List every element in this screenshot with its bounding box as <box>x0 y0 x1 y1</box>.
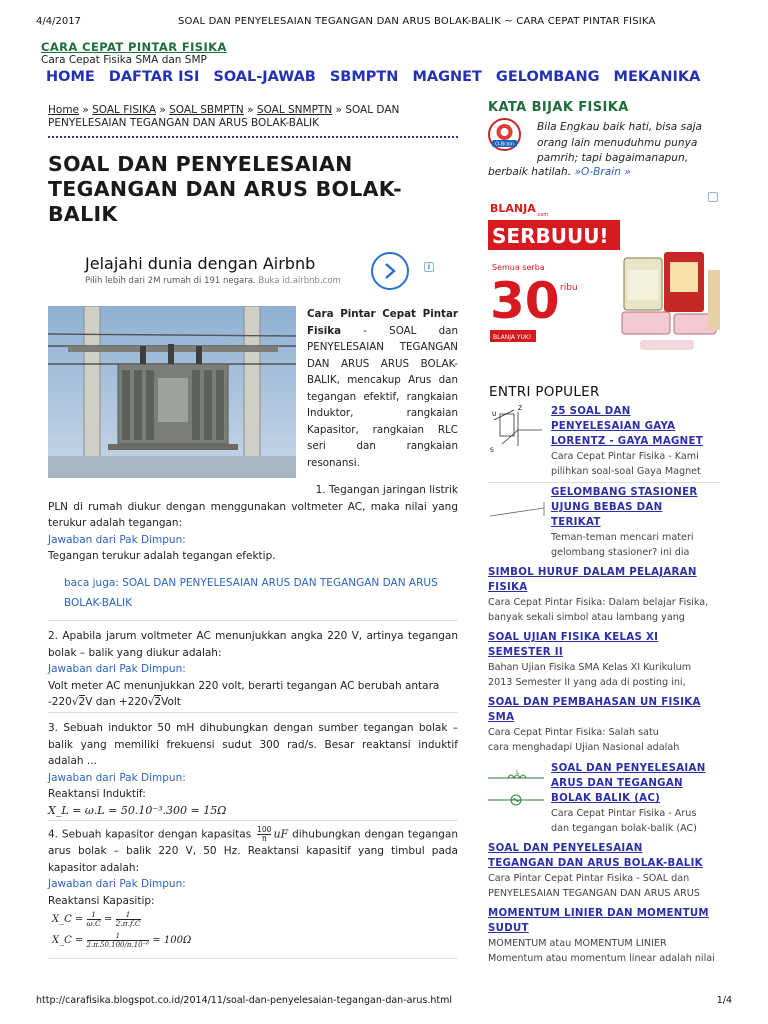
popular-post-title[interactable] <box>551 761 721 806</box>
print-page-number: 1/4 <box>716 995 732 1006</box>
q3-text: 3. Sebuah induktor 50 mH dihubungkan dengan sumber tegangan bolak – balik yang memiliki frekuensi sudut 300 rad/s. Besar reaktansi induktif adalah ... <box>48 722 458 767</box>
popular-post-snippet <box>551 530 721 560</box>
breadcrumb-current-cont: PENYELESAIAN TEGANGAN DAN ARUS BOLAK-BALIK <box>48 117 320 129</box>
print-date: 4/4/2017 <box>36 16 81 27</box>
q2-value-unit: Volt <box>161 696 181 708</box>
q2-text: 2. Apabila jarum voltmeter AC menunjukkan angka 220 V, artinya tegangan bolak – balik yang diukur adalah: <box>48 630 458 659</box>
q4-frac-den: π <box>262 834 267 843</box>
chevron-right-icon <box>383 262 397 280</box>
blanja-banner-ad[interactable] <box>488 190 720 372</box>
q4-answer: Reaktansi Kapasitip: <box>48 894 155 907</box>
sidebar-quote-widget <box>488 100 720 178</box>
q4-f1-frac-b-den: 2.π.f.C <box>115 919 141 928</box>
ad-subtext-link[interactable]: Buka id.airbnb.com <box>255 276 341 286</box>
see-also-text[interactable]: baca juga: SOAL DAN PENYELESAIAN ARUS DAN TEGANGAN DAN ARUS BOLAK-BALIK <box>64 577 438 609</box>
breadcrumb-separator: » <box>243 104 257 116</box>
popular-snippet-line: gelombang stasioner? ini dia <box>551 547 690 558</box>
popular-title-line[interactable]: LORENTZ - GAYA MAGNET <box>551 436 703 447</box>
popular-post-title[interactable] <box>551 485 721 530</box>
popular-post-snippet <box>551 449 721 479</box>
popular-post-1[interactable] <box>551 404 721 479</box>
popular-title-line[interactable]: MOMENTUM LINIER DAN MOMENTUM <box>488 908 709 919</box>
q4-answer-label: Jawaban dari Pak Dimpun: <box>48 878 186 890</box>
nav-home[interactable]: HOME <box>46 69 95 85</box>
dotted-divider <box>48 136 458 138</box>
popular-title-line[interactable]: GELOMBANG STASIONER <box>551 487 698 498</box>
divider <box>48 712 458 713</box>
divider <box>48 820 458 821</box>
o-brain-logo-text: O-Brain <box>495 141 514 148</box>
intro-bold: Cara Pintar Cepat Pintar Fisika <box>307 308 458 337</box>
popular-post-5[interactable] <box>488 695 720 755</box>
post-title-line: BALIK <box>48 202 118 226</box>
question-2 <box>48 628 458 711</box>
popular-title-line[interactable]: SOAL DAN PENYELESAIAN <box>488 843 643 854</box>
popular-title-line[interactable]: FISIKA <box>488 582 528 593</box>
breadcrumb-current: SOAL DAN <box>345 104 400 116</box>
quote-widget-title: KATA BIJAK FISIKA <box>488 100 629 115</box>
ad-arrow-button[interactable] <box>371 252 409 290</box>
svg-text:S: S <box>490 447 494 454</box>
main-content <box>48 104 458 227</box>
nav-gelombang[interactable]: GELOMBANG <box>495 69 600 85</box>
q4-f1-frac-a <box>87 911 101 928</box>
popular-title-line[interactable]: SOAL UJIAN FISIKA KELAS XI <box>488 632 659 643</box>
banner-cta: BLANJA YUK! <box>493 334 532 341</box>
q1-line1: 1. Tegangan jaringan listrik <box>315 484 458 496</box>
banner-ad-choices-icon[interactable] <box>708 192 718 202</box>
banner-brand-sub: .com <box>536 212 549 218</box>
popular-snippet-line: Cara Cepat Pintar Fisika - Kami <box>551 451 699 462</box>
popular-post-snippet <box>488 725 720 755</box>
popular-title-line[interactable]: PENYELESAIAN GAYA <box>551 421 676 432</box>
popular-snippet-line: PENYELESAIAN TEGANGAN DAN ARUS ARUS <box>488 888 700 899</box>
q4-f1-frac-a-den: ω.C <box>86 919 101 928</box>
divider <box>488 482 720 483</box>
popular-post-7[interactable] <box>488 841 720 901</box>
popular-title-line[interactable]: SOAL DAN PENYELESAIAN <box>551 763 706 774</box>
ad-subtext-main: Pilih lebih dari 2M rumah di 191 negara. <box>85 276 256 286</box>
quote-tail-text: berbaik hatilah. <box>488 166 572 178</box>
q4-fraction <box>257 826 271 843</box>
banner-promo: Semua serba <box>492 263 545 272</box>
question-1 <box>48 482 458 565</box>
intro-text: - SOAL dan PENYELESAIAN TEGANGAN DAN ARUS ARUS BOLAK-BALIK, mencakup Arus dan tegangan efektif, rangkaian Induktor, rangkaian Kapasitor, rangkaian RLC seri dan rangkaian resonansi. <box>307 324 458 469</box>
ac-circuit-thumbnail[interactable] <box>488 768 548 808</box>
nav-daftar-isi[interactable]: DAFTAR ISI <box>108 69 200 85</box>
q2-sqrt-arg: 2 <box>78 696 86 708</box>
nav-sbmptn[interactable]: SBMPTN <box>329 69 399 85</box>
popular-snippet-line: Cara Cepat Pintar Fisika - Arus <box>551 808 697 819</box>
print-url: http://carafisika.blogspot.co.id/2014/11/soal-dan-penyelesaian-tegangan-dan-arus.html <box>36 995 452 1006</box>
popular-title-line[interactable]: SUDUT <box>488 923 529 934</box>
banner-headline: SERBUUU! <box>492 224 609 248</box>
q4-unit: uF <box>273 827 289 841</box>
popular-post-title[interactable] <box>488 841 720 871</box>
site-description: Cara Cepat Fisika SMA dan SMP <box>41 54 207 66</box>
popular-post-snippet <box>488 595 720 625</box>
banner-unit: ribu <box>560 283 578 293</box>
popular-snippet-line: cara menghadapi Ujian Nasional adalah <box>488 742 680 753</box>
popular-title-line[interactable]: TERIKAT <box>551 517 601 528</box>
q2-answer-label: Jawaban dari Pak Dimpun: <box>48 663 186 675</box>
popular-post-4[interactable] <box>488 630 720 690</box>
nav-mekanika[interactable]: MEKANIKA <box>613 69 701 85</box>
q4-f2-num: 1 <box>87 932 150 941</box>
popular-post-title[interactable] <box>488 906 720 936</box>
o-brain-logo <box>488 118 521 151</box>
popular-post-title[interactable] <box>551 404 721 449</box>
popular-snippet-line: Cara Pintar Cepat Pintar Fisika - SOAL dan <box>488 873 690 884</box>
popular-snippet-line: pilihkan soal-soal Gaya Magnet <box>551 466 701 477</box>
q4-f1-frac-b-num: 1 <box>116 911 141 920</box>
q4-text <box>48 826 458 876</box>
standing-wave-thumbnail[interactable] <box>488 500 548 530</box>
popular-title-line[interactable]: SMA <box>488 712 515 723</box>
popular-title-line[interactable]: 25 SOAL DAN <box>551 406 631 417</box>
q3-answer-label: Jawaban dari Pak Dimpun: <box>48 771 186 784</box>
see-also-link[interactable] <box>64 573 448 613</box>
post-title-line: TEGANGAN DAN ARUS BOLAK- <box>48 177 402 201</box>
q4-f2-rhs: = 100Ω <box>152 935 192 946</box>
intro-paragraph <box>307 306 458 471</box>
transformer-photo <box>48 306 296 478</box>
q2-value-neg: -220 <box>48 696 72 708</box>
popular-snippet-line: Bahan Ujian Fisika SMA Kelas XI Kurikulum <box>488 662 692 673</box>
divider <box>48 958 458 959</box>
popular-title-line[interactable]: BOLAK BALIK (AC) <box>551 793 661 804</box>
popular-post-8[interactable] <box>488 906 720 966</box>
q2-answer-1: Volt meter AC menunjukkan 220 volt, berarti tegangan AC berubah antara <box>48 679 440 692</box>
popular-title-line[interactable]: SOAL DAN PEMBAHASAN UN FISIKA <box>488 697 701 708</box>
site-title-link[interactable]: CARA CEPAT PINTAR FISIKA <box>41 40 227 54</box>
popular-post-3[interactable] <box>488 565 720 625</box>
popular-snippet-line: 2013 Semester II yang ada di posting ini, <box>488 677 686 688</box>
popular-post-snippet <box>488 660 720 690</box>
main-nav <box>46 69 700 85</box>
print-title: SOAL DAN PENYELESAIAN TEGANGAN DAN ARUS BOLAK-BALIK ~ CARA CEPAT PINTAR FISIKA <box>178 16 656 27</box>
q4-formula-2 <box>52 932 458 949</box>
airbnb-ad[interactable] <box>80 248 440 298</box>
post-title <box>48 152 458 227</box>
sqrt-symbol-icon: √ <box>147 696 155 708</box>
quote-text: Bila Engkau baik hati, bisa saja orang lain menuduhmu punya pamrih; tapi bagaimanapun, <box>537 121 703 165</box>
popular-snippet-line: Teman-teman mencari materi <box>551 532 694 543</box>
popular-posts-title: ENTRI POPULER <box>489 384 600 400</box>
svg-text:Z: Z <box>518 405 523 412</box>
breadcrumb-soal-sbmptn[interactable]: SOAL SBMPTN <box>169 104 244 116</box>
q4-text-a: 4. Sebuah kapasitor dengan kapasitas <box>48 828 252 841</box>
post-title-line: SOAL DAN PENYELESAIAN <box>48 152 353 176</box>
breadcrumb <box>48 104 458 130</box>
q4-f2-den: 2.π.50.100/π.10⁻⁶ <box>86 941 150 949</box>
popular-post-snippet <box>488 871 720 901</box>
q2-answer-2 <box>48 694 458 711</box>
question-4 <box>48 826 458 949</box>
popular-title-line[interactable]: TEGANGAN DAN ARUS BOLAK-BALIK <box>488 858 703 869</box>
nav-soal-jawab[interactable]: SOAL-JAWAB <box>213 69 316 85</box>
question-3 <box>48 720 458 819</box>
lorentz-thumbnail[interactable] <box>488 404 548 454</box>
q4-text-b: dihubungkan dengan tegangan arus bolak – balik 220 V, 50 Hz. Reaktansi kapasitif yang timbul pada kapasitor adalah: <box>48 828 458 874</box>
svg-text:U: U <box>492 411 497 418</box>
q4-f2-frac <box>87 932 150 949</box>
popular-post-title[interactable] <box>488 630 720 660</box>
popular-title-line[interactable]: SEMESTER II <box>488 647 563 658</box>
q4-f1-lhs: X_C = <box>52 914 84 925</box>
ad-choices-icon[interactable]: i <box>424 262 434 272</box>
q3-formula: X_L = ω.L = 50.10⁻³.300 = 15Ω <box>48 803 227 817</box>
q3-answer: Reaktansi Induktif: <box>48 788 146 800</box>
popular-title-line[interactable]: ARUS DAN TEGANGAN <box>551 778 683 789</box>
popular-snippet-line: dan tegangan bolak-balik (AC) <box>551 823 697 834</box>
q2-sqrt-arg: 2 <box>154 696 162 708</box>
q1-line2: PLN di rumah diukur dengan menggunakan voltmeter AC, maka nilai yang terukur adalah tegangan: <box>48 500 458 529</box>
banner-number: 30 <box>490 272 560 330</box>
svg-text:L: L <box>516 769 520 776</box>
quote-source-link[interactable]: »O-Brain » <box>574 166 631 178</box>
q4-f1-frac-a-num: 1 <box>87 911 101 920</box>
breadcrumb-soal-fisika[interactable]: SOAL FISIKA <box>92 104 157 116</box>
q2-value-mid: V dan +220 <box>85 696 148 708</box>
breadcrumb-separator: » <box>332 104 346 116</box>
divider <box>48 620 458 621</box>
nav-magnet[interactable]: MAGNET <box>412 69 482 85</box>
popular-snippet-line: Momentum atau momentum linear adalah nilai <box>488 953 715 964</box>
popular-title-line[interactable]: UJUNG BEBAS DAN <box>551 502 663 513</box>
breadcrumb-soal-snmptn[interactable]: SOAL SNMPTN <box>256 104 333 116</box>
ad-headline[interactable]: Jelajahi dunia dengan Airbnb <box>85 254 316 273</box>
popular-post-snippet <box>488 936 720 966</box>
popular-snippet-line: banyak sekali simbol atau lambang yang <box>488 612 685 623</box>
q4-formula-1: X_C = $\frac{1}{\omega.C}$ = $\frac{1}{2.\pi.f.C}$ <box>52 910 141 928</box>
popular-post-6[interactable] <box>551 761 721 836</box>
breadcrumb-separator: » <box>79 104 93 116</box>
q4-f2-lhs: X_C = <box>52 935 84 946</box>
popular-post-title[interactable] <box>488 565 720 595</box>
popular-snippet-line: Cara Cepat Pintar Fisika: Dalam belajar Fisika, <box>488 597 709 608</box>
breadcrumb-separator: » <box>156 104 170 116</box>
popular-snippet-line: Cara Cepat Pintar Fisika: Salah satu <box>488 727 659 738</box>
q1-answer-label: Jawaban dari Pak Dimpun: <box>48 533 186 546</box>
sqrt-symbol-icon: √ <box>71 696 79 708</box>
quote-tail <box>488 166 720 178</box>
popular-title-line[interactable]: SIMBOL HURUF DALAM PELAJARAN <box>488 567 697 578</box>
popular-post-title[interactable] <box>488 695 720 725</box>
breadcrumb-home[interactable]: Home <box>48 104 80 116</box>
popular-post-snippet <box>551 806 721 836</box>
q4-f1-frac-b <box>116 911 141 928</box>
q1-answer: Tegangan terukur adalah tegangan efektip. <box>48 550 276 562</box>
q4-frac-num: 100 <box>257 825 272 834</box>
ad-subtext <box>85 276 341 286</box>
popular-post-2[interactable] <box>551 485 721 560</box>
banner-brand: BLANJA <box>490 202 536 215</box>
popular-snippet-line: MOMENTUM atau MOMENTUM LINIER <box>488 938 667 949</box>
